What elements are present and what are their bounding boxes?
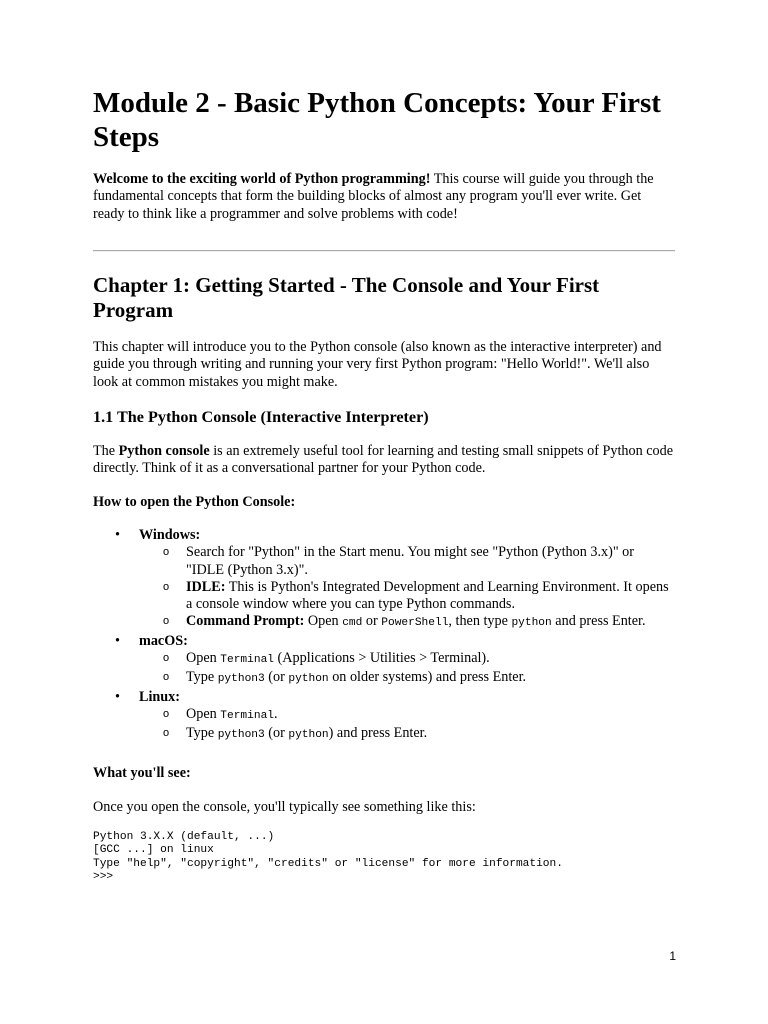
console-line: Python 3.X.X (default, ...) [93, 831, 275, 843]
sub-bullet-icon: o [163, 671, 170, 684]
inline-code: python [288, 673, 329, 686]
intro-paragraph [93, 171, 675, 223]
how-to-open-heading: How to open the Python Console: [93, 494, 296, 510]
inline-code: python3 [217, 673, 265, 686]
instruction-text: . [274, 705, 278, 722]
inline-code: python [288, 729, 329, 742]
instruction-text: Open [186, 650, 221, 667]
section-desc-after: is an extremely useful tool for learning and testing small snippets of Python code directly. Think of it as a conversational partner for your Python code. [93, 443, 674, 477]
sub-bullet-icon: o [163, 615, 170, 628]
bullet-icon: • [115, 688, 120, 705]
sub-bullet-icon: o [163, 580, 170, 593]
page-title: Module 2 - Basic Python Concepts: Your First Steps [93, 87, 661, 153]
instruction-text: (Applications > Utilities > Terminal). [274, 650, 490, 667]
console-line: [GCC ...] on linux [93, 844, 214, 857]
intro-text: This course will guide you through the fundamental concepts that form the building blocks of almost any program you'll ever write. Get ready to think like a programmer and solve problems with code! [93, 171, 654, 222]
bullet-icon: • [115, 632, 120, 649]
what-youll-see-description: Once you open the console, you'll typically see something like this: [93, 799, 476, 815]
inline-code: python3 [217, 729, 265, 742]
section-desc-bold: Python console [118, 443, 210, 459]
os-list-item [93, 633, 675, 689]
section-desc-before: The [93, 443, 119, 459]
inline-code: Terminal [220, 654, 274, 667]
instruction-item [139, 613, 675, 632]
instruction-item [139, 669, 675, 688]
instruction-text: Type [186, 725, 218, 742]
section-description [93, 443, 675, 478]
instruction-text: , then type [448, 613, 512, 630]
sub-bullet-icon: o [163, 707, 170, 720]
what-youll-see-heading: What you'll see: [93, 765, 191, 781]
instruction-text: Search for "Python" in the Start menu. You might see "Python (Python 3.x)" or "IDLE (Python 3.x)". [186, 544, 634, 578]
inline-code: Terminal [220, 709, 274, 722]
inline-code: python [511, 617, 552, 630]
os-sub-list [139, 706, 675, 745]
sub-bullet-icon: o [163, 546, 170, 559]
instruction-item [139, 725, 675, 744]
instruction-text: and press Enter. [551, 613, 646, 630]
instruction-item [139, 579, 675, 614]
sub-bullet-icon: o [163, 727, 170, 740]
sub-bullet-icon: o [163, 652, 170, 665]
os-sub-list [139, 650, 675, 689]
instruction-text: Open [186, 705, 221, 722]
chapter-title: Chapter 1: Getting Started - The Console and Your First Program [93, 273, 600, 322]
console-line: >>> [93, 871, 114, 884]
bullet-icon: • [115, 527, 120, 543]
horizontal-divider [93, 250, 675, 252]
chapter-intro: This chapter will introduce you to the Python console (also known as the interactive interpreter) and guide you through writing and running your very first Python program: "Hello World!". We'll also look at common mistakes you might make. [93, 339, 662, 390]
instruction-text: (or [264, 669, 289, 686]
os-list-item [93, 527, 675, 633]
os-instruction-list [93, 527, 675, 745]
instruction-text: or [362, 613, 382, 630]
instruction-item [139, 650, 675, 669]
instruction-text: ) and press Enter. [328, 725, 428, 742]
page-number: 1 [669, 949, 676, 963]
os-sub-list [139, 544, 675, 632]
inline-code: PowerShell [381, 617, 449, 630]
instruction-item [139, 544, 675, 579]
instruction-bold-text: IDLE: [186, 578, 226, 595]
os-name: macOS: [139, 632, 188, 649]
instruction-bold-text: Command Prompt: [186, 613, 305, 630]
instruction-text: on older systems) and press Enter. [328, 669, 527, 686]
section-title: 1.1 The Python Console (Interactive Interpreter) [93, 408, 429, 426]
instruction-text: This is Python's Integrated Development and Learning Environment. It opens a console window where you can type Python commands. [186, 578, 669, 613]
instruction-item [139, 706, 675, 725]
console-output-block [93, 831, 563, 885]
intro-bold-text: Welcome to the exciting world of Python programming! [93, 171, 431, 187]
console-line: Type "help", "copyright", "credits" or "license" for more information. [93, 857, 563, 870]
os-list-item [93, 689, 675, 745]
instruction-text: Type [186, 669, 218, 686]
instruction-text: (or [264, 725, 289, 742]
os-name: Windows: [139, 527, 201, 543]
instruction-text: Open [304, 613, 343, 630]
os-name: Linux: [139, 688, 181, 705]
inline-code: cmd [342, 617, 363, 630]
